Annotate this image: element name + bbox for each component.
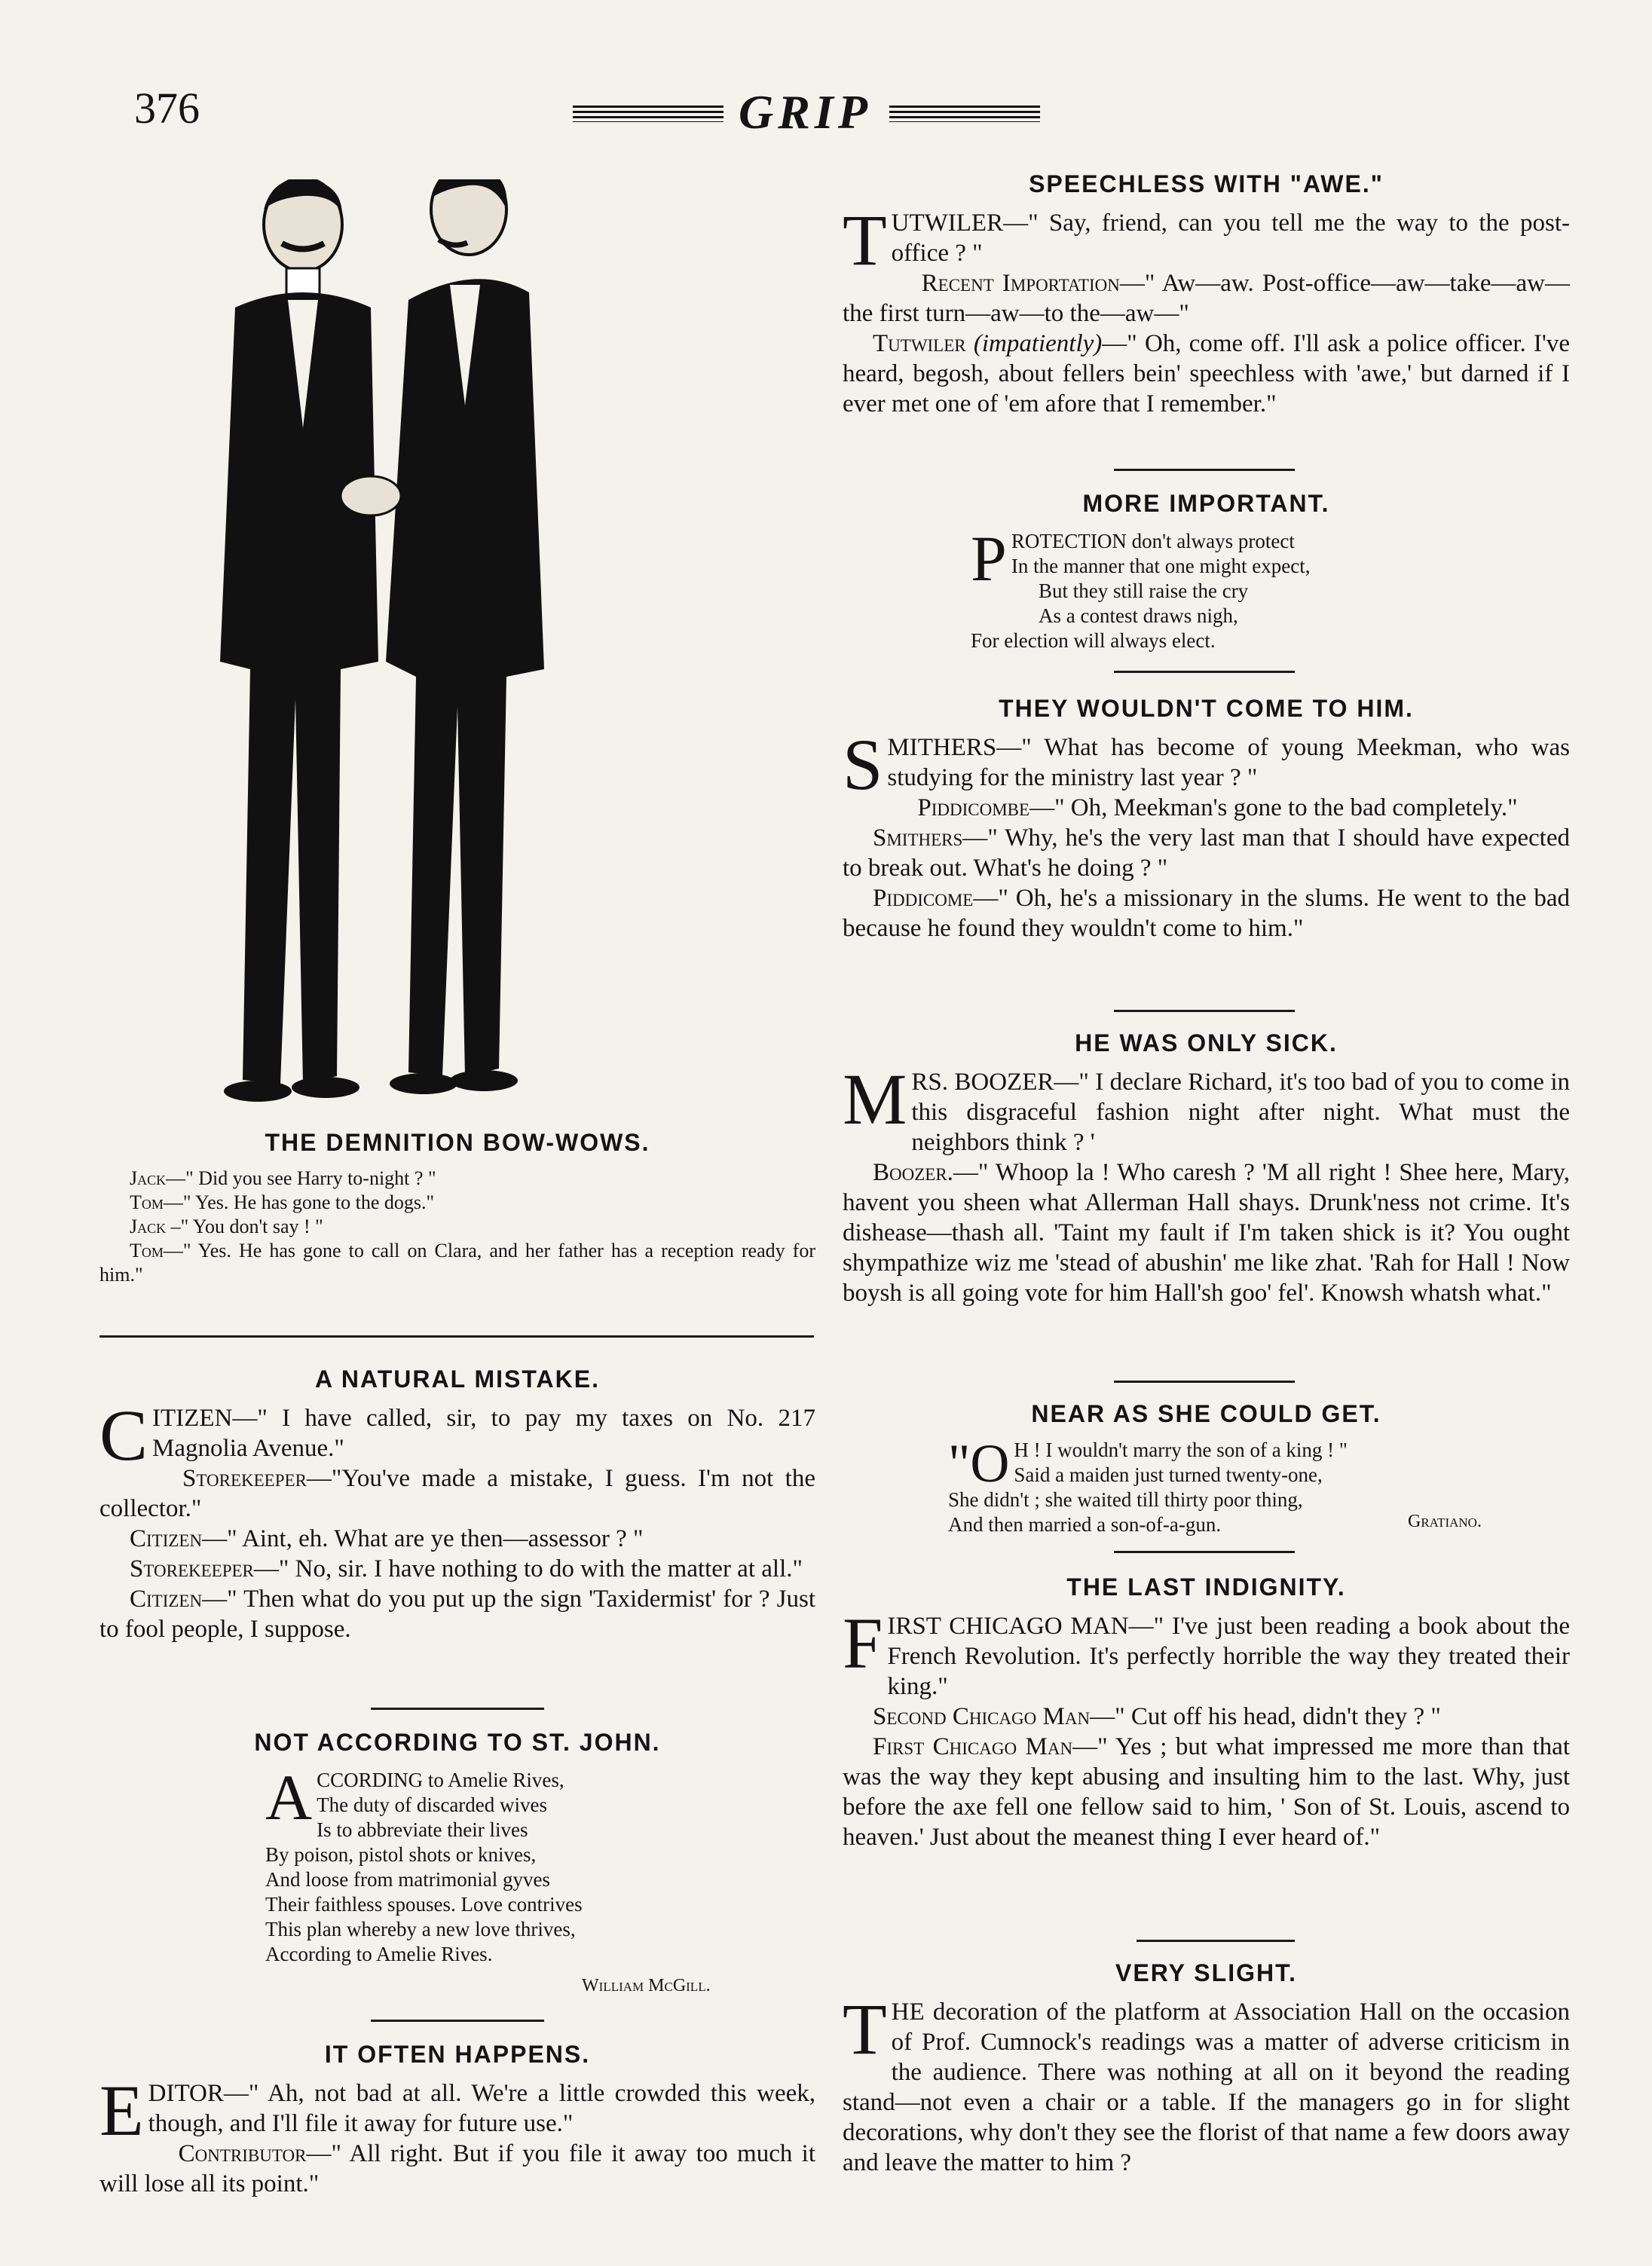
wouldnt-come-body: [843, 724, 1570, 943]
speaker: Storekeeper—: [130, 1555, 279, 1583]
speaker: Recent Importation—: [921, 270, 1145, 297]
paragraph: UTWILER—" Say, friend, can you tell me the way to the post-office ? ": [891, 209, 1570, 267]
near-as-heading: NEAR AS SHE COULD GET.: [1031, 1400, 1381, 1427]
st-john-heading: NOT ACCORDING TO ST. JOHN.: [254, 1729, 661, 1756]
section-divider: [371, 1708, 544, 1710]
drop-cap: A: [265, 1761, 313, 1833]
speaker: Jack—: [130, 1167, 186, 1189]
speaker: Citizen—: [130, 1525, 228, 1552]
speechless-body: [843, 200, 1571, 419]
drop-cap: P: [971, 522, 1007, 595]
last-indignity-body: [843, 1603, 1570, 1852]
speaker: Storekeeper—: [182, 1465, 332, 1492]
two-gentlemen-illustration: [190, 179, 582, 1114]
speaker: Tutwiler: [873, 330, 966, 357]
speaker: Piddicombe—: [917, 794, 1055, 821]
paragraph: RS. BOOZER—" I declare Richard, it's too bad of you to come in this disgraceful fashion night after night. What must the neighbors think ? ': [911, 1069, 1570, 1156]
section-divider: [99, 1335, 814, 1338]
verse-line: Their faithless spouses. Love contrives: [265, 1893, 583, 1916]
speaker: First Chicago Man—: [873, 1733, 1098, 1760]
speaker: Tom—: [130, 1191, 183, 1213]
verse-line: H ! I wouldn't marry the son of a king ! ": [1014, 1439, 1348, 1461]
drop-cap: E: [99, 2070, 144, 2151]
wouldnt-come-heading: THEY WOULDN'T COME TO HIM.: [999, 695, 1414, 722]
section-divider: [1114, 1381, 1295, 1383]
drop-cap: M: [843, 1059, 907, 1139]
paragraph: " Aint, eh. What are ye then—assessor ? ": [227, 1525, 644, 1552]
verse-line: As a contest draws nigh,: [1039, 604, 1238, 627]
speaker: Second Chicago Man—: [873, 1703, 1115, 1730]
tom-figure: [386, 179, 544, 1094]
drop-cap: "O: [948, 1433, 1010, 1494]
jack-figure: [220, 179, 378, 1102]
paragraph: " All right. But if you file it away too much it will lose all its point.": [99, 2140, 815, 2197]
page-number: 376: [134, 84, 200, 133]
drop-cap: S: [843, 724, 883, 805]
section-divider: [371, 2020, 544, 2022]
verse-line: ROTECTION don't always protect: [1011, 530, 1295, 552]
paragraph: " Why, he's the very last man that I should have expected to break out. What's he doing ? ": [843, 824, 1570, 882]
paragraph: " No, sir. I have nothing to do with the matter at all.": [278, 1555, 803, 1583]
speaker: Boozer.—: [873, 1159, 978, 1186]
section-divider: [1114, 671, 1295, 673]
very-slight-heading: VERY SLIGHT.: [1115, 1959, 1297, 1986]
speaker: Contributor—: [178, 2140, 332, 2167]
paragraph: " Oh, he's a missionary in the slums. He went to the bad because he found they wouldn't come to him.": [843, 885, 1570, 942]
st-john-author: William McGill.: [582, 1976, 711, 1995]
verse-line: The duty of discarded wives: [317, 1794, 548, 1816]
paragraph: " Cut off his head, didn't they ? ": [1115, 1703, 1441, 1730]
verse-line: But they still raise the cry: [1039, 579, 1249, 602]
masthead-rule-left: [573, 106, 724, 122]
paragraph: " Then what do you put up the sign 'Taxidermist' for ? Just to fool people, I suppose.: [99, 1586, 815, 1643]
verse-line: She didn't ; she waited till thirty poor thing,: [948, 1488, 1303, 1511]
paragraph: DITOR—" Ah, not bad at all. We're a little crowded this week, though, and I'll file it away for future use.": [148, 2080, 815, 2137]
very-slight-body: [843, 1989, 1570, 2178]
section-divider: [1114, 1010, 1295, 1012]
paragraph: " Aw—aw. Post-office—aw—take—aw—the first turn—aw—to the—aw—": [843, 270, 1570, 327]
only-sick-body: [843, 1059, 1570, 1308]
near-as-author: Gratiano.: [1408, 1512, 1482, 1531]
more-important-heading: MORE IMPORTANT.: [1082, 490, 1330, 517]
paragraph: HE decoration of the platform at Association Hall on the occasion of Prof. Cumnock's readings was a matter of adverse criticism in the audience. There was nothing at all on it beyond the reading stand—not even a chair or a table. If the managers go in for slight decorations, why don't they see the florist of that name a few doors away and leave the matter to him ?: [843, 1998, 1570, 2176]
verse-line: This plan whereby a new love thrives,: [265, 1918, 576, 1940]
last-indignity-heading: THE LAST INDIGNITY.: [1066, 1573, 1346, 1601]
speaker: Smithers—: [873, 824, 988, 852]
dialogue-line: " Yes. He has gone to call on Clara, and her father has a reception ready for him.": [99, 1240, 815, 1286]
drop-cap: T: [843, 200, 887, 280]
section-divider: [1137, 1940, 1295, 1942]
verse-line: By poison, pistol shots or knives,: [265, 1843, 537, 1866]
verse-line: And loose from matrimonial gyves: [265, 1868, 550, 1891]
section-divider: [1114, 469, 1295, 471]
verse-line: For election will always elect.: [971, 629, 1216, 652]
drop-cap: C: [99, 1395, 148, 1475]
verse-line: Is to abbreviate their lives: [317, 1818, 528, 1841]
more-important-verse: [971, 522, 1513, 653]
verse-line: And then married a son-of-a-gun.: [948, 1513, 1222, 1536]
masthead-rule-right: [889, 106, 1040, 122]
stage-direction: (impatiently): [973, 330, 1103, 357]
natural-mistake-body: [99, 1395, 815, 1644]
verse-line: Said a maiden just turned twenty-one,: [1014, 1463, 1323, 1486]
demnition-heading: THE DEMNITION BOW-WOWS.: [265, 1129, 650, 1156]
speaker: Tom—: [130, 1240, 183, 1261]
paragraph: " Whoop la ! Who caresh ? 'M all right ! Shee here, Mary, havent you sheen what Allerman Hall shays. Drunk'ness not crime. It's dishease—thash all. 'Taint my fault if I'm taken shick is it? You ought shympathize wiz me 'stead of abushin' me like zhat. 'Rah for Hall ! Now boysh is all going vote for him Hall'sh goo' fel'. Knowsh whatsh what.": [843, 1159, 1570, 1307]
paragraph: "You've made a mistake, I guess. I'm not the collector.": [99, 1465, 815, 1522]
verse-line: According to Amelie Rives.: [265, 1943, 493, 1965]
paragraph: —" Oh, come off. I'll ask a police officer. I've heard, begosh, about fellers bein' speechless with 'awe,' but darned if I ever met one of 'em afore that I remember.": [843, 330, 1571, 417]
magazine-title: GRIP: [739, 85, 872, 139]
dialogue-line: " Did you see Harry to-night ? ": [185, 1167, 436, 1189]
speaker: Jack –: [130, 1216, 181, 1237]
dialogue-line: " Yes. He has gone to the dogs.": [182, 1191, 435, 1213]
demnition-dialogue: [99, 1167, 815, 1287]
natural-mistake-heading: A NATURAL MISTAKE.: [315, 1365, 600, 1393]
paragraph: " Oh, Meekman's gone to the bad completely.": [1054, 794, 1518, 821]
speechless-heading: SPEECHLESS WITH "AWE.": [1029, 170, 1384, 197]
verse-line: CCORDING to Amelie Rives,: [317, 1769, 564, 1791]
paragraph: IRST CHICAGO MAN—" I've just been reading a book about the French Revolution. It's perfectly horrible the way they treated their king.": [887, 1613, 1570, 1700]
paragraph: ITIZEN—" I have called, sir, to pay my taxes on No. 217 Magnolia Avenue.": [152, 1405, 815, 1462]
st-john-verse: [265, 1761, 763, 1967]
only-sick-heading: HE WAS ONLY SICK.: [1075, 1029, 1338, 1057]
speaker: Piddicome—: [873, 885, 999, 912]
masthead: [573, 84, 1070, 145]
verse-line: In the manner that one might expect,: [1011, 555, 1311, 577]
section-divider: [1114, 1551, 1295, 1553]
dialogue-line: " You don't say ! ": [180, 1216, 323, 1237]
paragraph: " Yes ; but what impressed me more than that was the way they kept abusing and insulting him to the last. Why, just before the axe fell one fellow said to him, ' Son of St. Louis, ascend to heaven.' Just about the meanest thing I ever heard of.": [843, 1733, 1570, 1851]
often-happens-heading: IT OFTEN HAPPENS.: [324, 2041, 591, 2068]
paragraph: MITHERS—" What has become of young Meekman, who was studying for the ministry last year ? ": [887, 734, 1570, 791]
drop-cap: F: [843, 1603, 883, 1683]
often-happens-body: [99, 2070, 815, 2199]
drop-cap: T: [843, 1989, 887, 2069]
speaker: Citizen—: [130, 1586, 228, 1613]
